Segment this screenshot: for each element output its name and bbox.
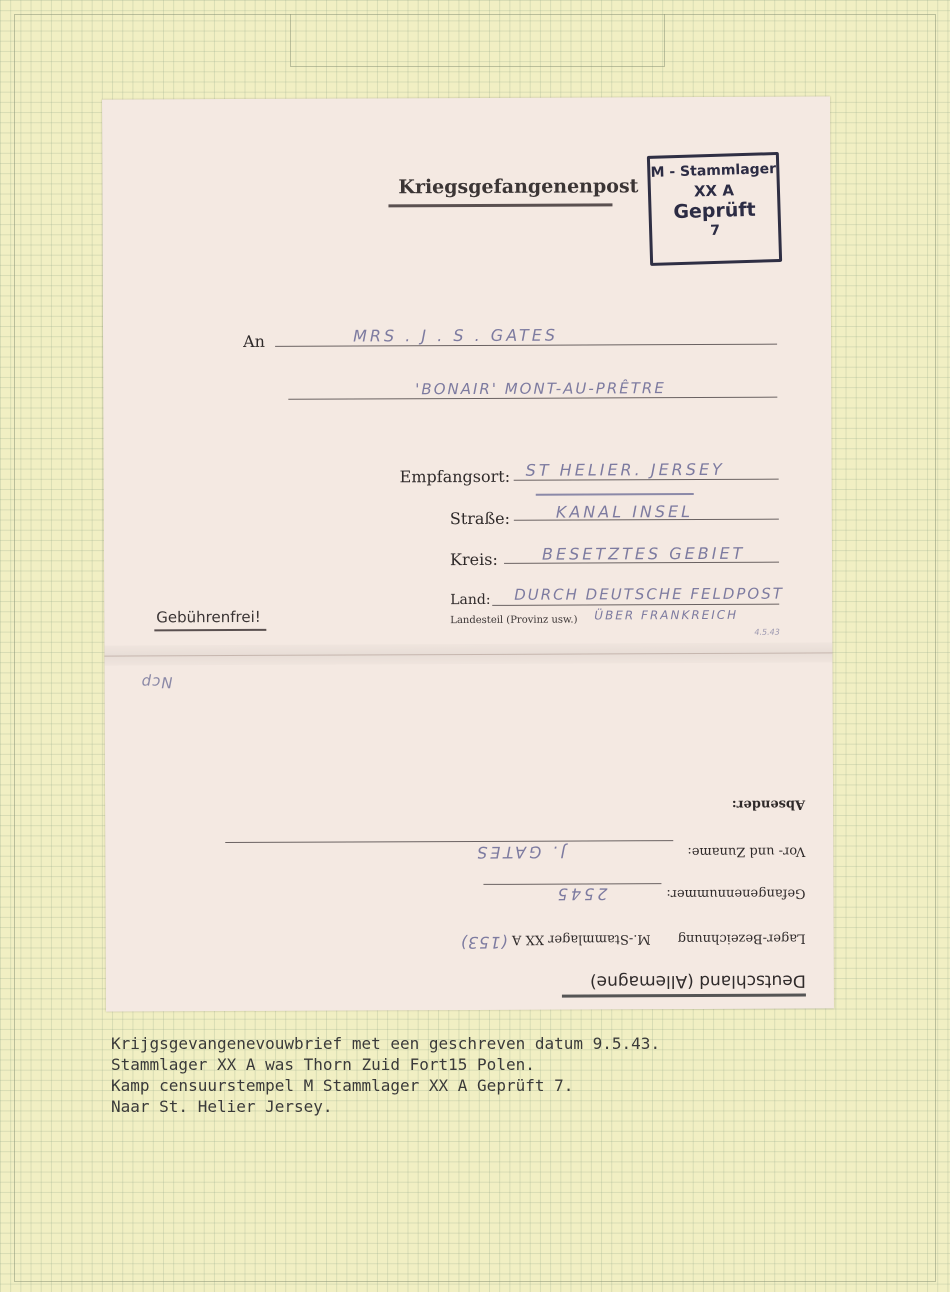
pow-letter bbox=[102, 96, 834, 1011]
stamp-line-4: 7 bbox=[710, 222, 721, 240]
stamp-line-3: Geprüft bbox=[673, 198, 757, 224]
camp-value: M.-Stammlager XX A bbox=[511, 931, 651, 947]
country-rule bbox=[562, 994, 806, 998]
strasse-label: Straße: bbox=[449, 508, 511, 529]
album-caption bbox=[111, 1033, 660, 1117]
title-underline bbox=[388, 203, 612, 207]
stamp-line-2: XX A bbox=[693, 181, 735, 201]
stamp-line-1: M - Stammlager bbox=[650, 161, 777, 181]
kreis-label: Kreis: bbox=[449, 549, 498, 570]
camp-label: Lager-Bezeichnung bbox=[677, 930, 806, 947]
landesteil-value: ÜBER FRANKREICH bbox=[594, 607, 739, 623]
fee-underline bbox=[154, 629, 266, 631]
empfangsort-value: ST HELIER. JERSEY bbox=[525, 459, 725, 480]
landesteil-label: Landesteil (Provinz usw.) bbox=[450, 614, 578, 627]
censor-stamp bbox=[647, 152, 782, 266]
fee-label: Gebührenfrei! bbox=[156, 607, 261, 627]
land-label: Land: bbox=[450, 591, 491, 609]
album-page-cutout bbox=[290, 14, 665, 67]
pow-number-value: 2545 bbox=[554, 884, 608, 904]
name-line bbox=[225, 840, 673, 843]
address-line-2-value: 'BONAIR' MONT-AU-PRÊTRE bbox=[415, 379, 666, 399]
an-label: An bbox=[243, 331, 265, 351]
bottom-note: Ncp bbox=[140, 673, 173, 692]
camp-hand: (153) bbox=[459, 932, 508, 953]
caption-line-4: Naar St. Helier Jersey. bbox=[111, 1097, 333, 1116]
sender-panel bbox=[104, 652, 834, 1011]
pow-number-label: Gefangenennummer: bbox=[666, 885, 806, 902]
caption-line-3: Kamp censuurstempel M Stammlager XX A Geprüft 7. bbox=[111, 1076, 574, 1095]
name-value: J. GATES bbox=[474, 842, 566, 862]
sender-country: Deutschland (Allemagne) bbox=[589, 970, 806, 992]
caption-line-2: Stammlager XX A was Thorn Zuid Fort15 Polen. bbox=[111, 1055, 535, 1074]
strasse-value: KANAL INSEL bbox=[555, 502, 694, 522]
empfangsort-underline bbox=[536, 493, 694, 496]
absender-label: Absender: bbox=[731, 796, 806, 812]
land-value: DURCH DEUTSCHE FELDPOST bbox=[514, 584, 784, 604]
an-value: MRS . J . S . GATES bbox=[353, 325, 559, 346]
letter-title: Kriegsgefangenenpost bbox=[398, 175, 639, 199]
caption-line-1: Krijgsgevangenevouwbrief met een geschreven datum 9.5.43. bbox=[111, 1034, 661, 1053]
margin-note: 4.5.43 bbox=[754, 627, 780, 637]
empfangsort-label: Empfangsort: bbox=[399, 466, 511, 487]
name-label: Vor- und Zuname: bbox=[687, 843, 806, 860]
land-line bbox=[492, 604, 779, 606]
kreis-value: BESETZTES GEBIET bbox=[541, 543, 746, 564]
